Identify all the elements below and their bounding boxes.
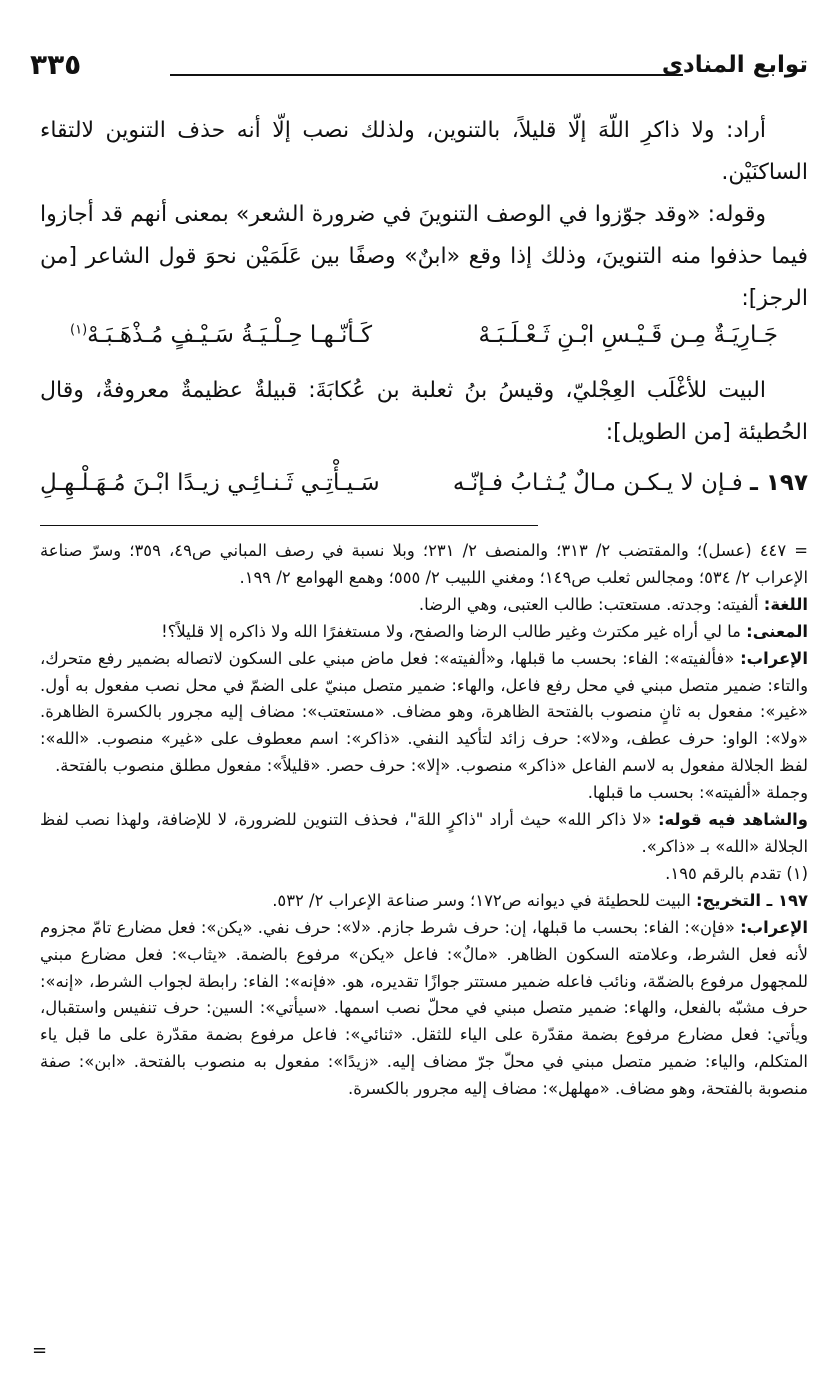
- verse-number: ١٩٧ ـ: [750, 470, 808, 496]
- verse-1: [40, 322, 808, 368]
- irab-text: «فألفيته»: الفاء: بحسب ما قبلها، و«ألفيته»: فعل ماض مبني على السكون لاتصاله بضمير رفع متحرك، والتاء: ضمير متصل مبني في محل رفع فاعل، والهاء: ضمير متصل مبنيّ على الضمّ في محل نصب مفعول به أول. «غير»: مفعول به ثانٍ منصوب بالفتحة الظاهرة، وهو مضاف. «مستعتب»: مضاف إليه مجرور بالكسرة الظاهرة. «ولا»: الواو: حرف عطف، و«لا»: حرف زائد لتأكيد النفي. «ذاكر»: اسم معطوف على «غير» منصوب. «الله»: لفظ الجلالة مفعول به لاسم الفاعل «ذاكر» منصوب. «إلا»: حرف حصر. «قليلاً»: مفعول مطلق منصوب بالفتحة.: [40, 648, 808, 776]
- page-number: ٣٣٥: [30, 48, 82, 81]
- chapter-title: توابع المنادى: [661, 52, 808, 78]
- takhrij-text: البيت للحطيئة في ديوانه ص١٧٢؛ وسر صناعة الإعراب ٢/ ٥٣٢.: [272, 890, 691, 910]
- takhrij-label: ١٩٧ ـ التخريج:: [695, 890, 808, 910]
- shahid-text: «لا ذاكر الله» حيث أراد "ذاكرٍ اللهَ"، فحذف التنوين للضرورة، لا للإضافة، ولهذا نصب لفظ الجلالة «الله» بـ «ذاكر».: [40, 810, 808, 856]
- maana-text: ما لي أراه غير مكترث وغير طالب الرضا والصفح، ولا مستغفرًا الله ولا ذاكره إلا قليلاً؟!: [161, 621, 741, 641]
- verse-197-second-hemistich: سَـيـأْتِـي ثَـنـائِـي زيـدًا ابْـنَ مُـهَـلْـهِـلِ: [40, 470, 380, 496]
- note-lugha: [40, 592, 808, 619]
- footnote-ref-1: (١): [70, 322, 88, 338]
- verse-1-second-hemistich: [70, 322, 372, 348]
- irab-197-text: «فإن»: الفاء: بحسب ما قبلها، إن: حرف شرط جازم. «لا»: حرف نفي. «يكن»: فعل مضارع تامّ مجزوم لأنه فعل الشرط، وعلامته السكون الظاهر. «مالٌ»: فاعل «يكن» مرفوع بالضمة. «يثاب»: فعل مضارع مبني للمجهول مرفوع بالضمّة، ونائب فاعله ضمير مستتر جوازًا تقديره، هو. «فإنه»: الفاء: رابطة لجواب الشرط، «إنه»: حرف مشبّه بالفعل، والهاء: ضمير متصل مبني في محلّ نصب اسمها. «سيأتي»: السين: حرف تنفيس واستقبال، ويأتي: فعل مضارع مرفوع بضمة مقدّرة على الياء للثقل. «ثنائي»: فاعل مرفوع بضمة مقدّرة على ما قبل ياء المتكلم، والياء: ضمير متصل مبني في محلّ جرّ مضاف إليه. «زيدًا»: مفعول به منصوب بالفتحة. «ابن»: صفة منصوبة بالفتحة، وهو مضاف. «مهلهل»: مضاف إليه مجرور بالكسرة.: [40, 917, 808, 1099]
- irab-label: الإعراب:: [740, 648, 808, 668]
- note-447-sources: = ٤٤٧ (عسل)؛ والمقتضب ٢/ ٣١٣؛ والمنصف ٢/ ٢٣١؛ وبلا نسبة في رصف المباني ص٤٩، ٣٥٩؛ وسرّ صناعة الإعراب ٢/ ٥٣٤؛ ومجالس ثعلب ص١٤٩؛ ومغني اللبيب ٢/ ٥٥٥؛ وهمع الهوامع ٢/ ١٩٩.: [40, 541, 808, 587]
- lugha-text: ألفيته: وجدته. مستعتب: طالب العتبى، وهي الرضا.: [418, 594, 759, 614]
- main-text: [40, 110, 808, 320]
- paragraph-3: البيت للأغْلَب العِجْليّ، وقيسُ بنُ ثعلبة بن عُكابَةَ: قبيلةٌ عظيمةٌ معروفةٌ، وقال الحُطيئة [من الطويل]:: [40, 378, 808, 445]
- note-takhrij: [40, 888, 808, 915]
- footnote-separator: [40, 525, 538, 526]
- verse-197-first-hemistich: [453, 470, 808, 496]
- verse-197-first-hemistich-text: فـإن لا يـكـن مـالٌ يُـثـابُ فـإنّـه: [452, 470, 743, 496]
- note-maana: [40, 619, 808, 646]
- note-shahid: [40, 807, 808, 861]
- note-jumla: وجملة «ألفيته»: بحسب ما قبلها.: [587, 783, 808, 803]
- irab-197-label: الإعراب:: [740, 917, 808, 937]
- continuation-mark: =: [32, 1340, 48, 1361]
- verse-1-second-hemistich-text: كَـأنّـهـا حِـلْـيَـةُ سَـيْـفٍ مُـذْهَـبَـهْ: [87, 322, 373, 348]
- note-irab-197: [40, 915, 808, 1103]
- paragraph-1: أراد: ولا ذاكرِ اللّهَ إلّا قليلاً، بالتنوين، ولذلك نصب إلّا أنه حذف التنوين لالتقاء الساكنَيْن.: [40, 118, 808, 185]
- paragraph-2: وقوله: «وقد جوّزوا في الوصف التنوينَ في ضرورة الشعر» بمعنى أنهم قد أجازوا فيما حذفوا منه التنوينَ، وذلك إذا وقع «ابنٌ» وصفًا بين عَلَمَيْن نحوَ قول الشاعر [من الرجز]:: [40, 202, 808, 311]
- header-rule: [170, 74, 683, 76]
- footnote-1: (١) تقدم بالرقم ١٩٥.: [665, 863, 808, 883]
- main-text-2: [40, 370, 808, 454]
- running-header: [30, 48, 808, 92]
- footnotes: [40, 538, 808, 1103]
- note-irab: [40, 646, 808, 781]
- lugha-label: اللغة:: [763, 594, 808, 614]
- shahid-label: والشاهد فيه قوله:: [657, 810, 808, 830]
- maana-label: المعنى:: [746, 621, 808, 641]
- verse-197: [40, 470, 808, 516]
- verse-1-first-hemistich: جَـارِيَـةٌ مِـن قَـيْـسِ ابْـنِ ثَـعْـلَـبَـهْ: [478, 322, 778, 348]
